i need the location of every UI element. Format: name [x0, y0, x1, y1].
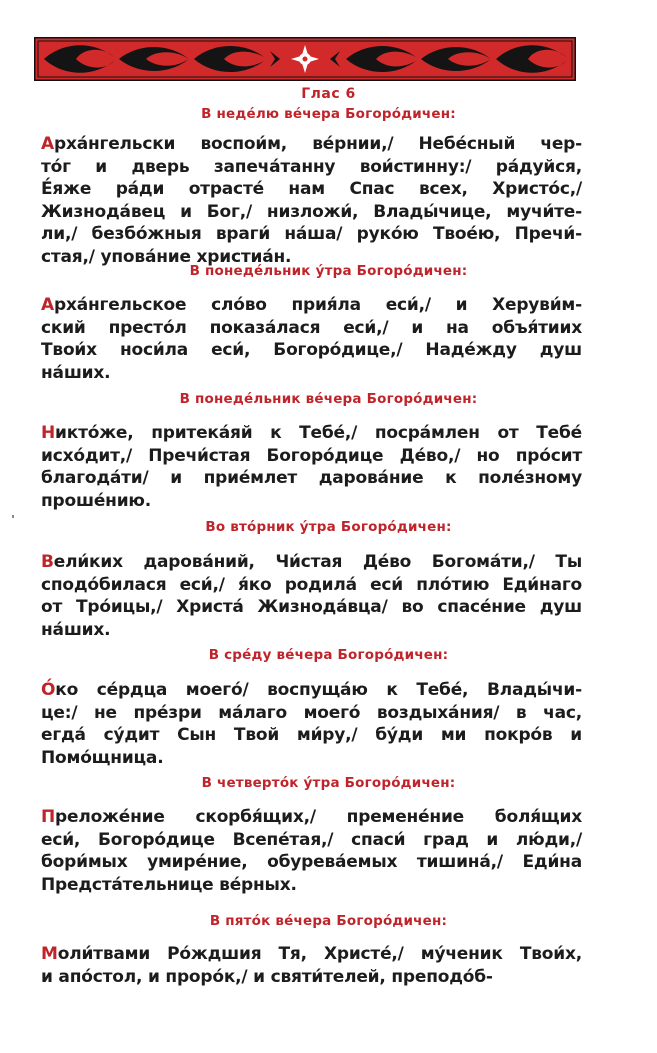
- line-text: бори́мых умире́ние, обурева́емых тишина́,/ Еди́на: [41, 852, 582, 873]
- text-line: [41, 679, 582, 702]
- red-initial: А: [41, 134, 54, 154]
- line-text: на́ших.: [41, 362, 111, 383]
- text-line: [41, 851, 582, 874]
- line-text: егда́ су́дит Сын Твой ми́ру,/ бу́ди ми покро́в и: [41, 725, 582, 746]
- red-initial: В: [41, 552, 54, 572]
- line-text: Твои́х носи́ла еси́, Богоро́дице,/ Наде́жду душ: [41, 340, 582, 361]
- text-line: [41, 943, 582, 966]
- text-line: [41, 201, 582, 224]
- text-line: [41, 747, 582, 770]
- line-text: ели́ких дарова́ний, Чи́стая Де́во Богома́ти,/ Ты: [53, 552, 582, 572]
- text-line: [41, 294, 582, 317]
- section-heading: В пято́к ве́чера Богоро́дичен:: [209, 913, 448, 929]
- section-heading: Во вто́рник у́тра Богоро́дичен:: [205, 519, 452, 535]
- text-line: [41, 574, 582, 597]
- hymn-text: [41, 551, 582, 641]
- section-heading: В понеде́льник у́тра Богоро́дичен:: [189, 263, 468, 279]
- glas-title: Глас 6: [301, 86, 356, 102]
- text-line: [41, 339, 582, 362]
- line-text: благода́ти/ и прие́млет дарова́ние к поле́зному: [41, 468, 582, 489]
- hymn-text: [41, 943, 582, 988]
- text-line: [41, 467, 582, 490]
- line-text: Жизнода́вец и Бог,/ низложи́, Влады́чице, мучи́те-: [41, 201, 582, 222]
- text-line: [41, 596, 582, 619]
- red-initial: П: [41, 807, 56, 827]
- hymn-text: [41, 422, 582, 512]
- section-heading: В сре́ду ве́чера Богоро́дичен:: [208, 647, 449, 663]
- text-line: [41, 702, 582, 725]
- line-text: реложе́ние скорбя́щих,/ премене́ние боля́щих: [55, 807, 582, 827]
- line-text: проше́нию.: [41, 490, 152, 511]
- text-line: [41, 178, 582, 201]
- red-initial: М: [41, 944, 58, 964]
- line-text: Предста́тельнице ве́рных.: [41, 874, 297, 895]
- line-text: от Тро́ицы,/ Христа́ Жизнода́вца/ во спасе́ние душ: [41, 597, 582, 618]
- text-line: [41, 806, 582, 829]
- line-text: то́г и дверь запеча́танну вои́стинну:/ ра́дуйся,: [41, 156, 582, 177]
- line-text: икто́же, притека́яй к Тебе́,/ посра́млен от Тебе́: [55, 423, 582, 443]
- red-initial: А: [41, 295, 54, 315]
- text-line: [41, 551, 582, 574]
- line-text: сподо́билася еси́,/ я́ко родила́ еси́ пло́тию Еди́наго: [41, 574, 582, 595]
- text-line: [41, 724, 582, 747]
- hymn-text: [41, 679, 582, 769]
- line-text: рха́нгельское сло́во прия́ла еси́,/ и Херуви́м-: [53, 295, 582, 315]
- section-heading: В четверто́к у́тра Богоро́дичен:: [201, 775, 456, 791]
- text-line: [41, 966, 582, 989]
- red-initial: Н: [41, 423, 56, 443]
- scan-speck: [12, 515, 14, 518]
- red-initial: О́: [41, 680, 56, 700]
- line-text: исхо́дит,/ Пречи́стая Богоро́дице Де́во,/ но про́сит: [41, 445, 582, 466]
- line-text: ко се́рдца моего́/ воспуща́ю к Тебе́, Влады́чи-: [55, 680, 582, 700]
- line-text: на́ших.: [41, 619, 111, 640]
- line-text: рха́нгельски воспои́м, ве́рнии,/ Небе́сный чер-: [53, 134, 582, 154]
- text-line: [41, 619, 582, 642]
- text-line: [41, 223, 582, 246]
- text-line: [41, 422, 582, 445]
- text-line: [41, 156, 582, 179]
- text-line: [41, 874, 582, 897]
- ornamental-header-band: [34, 37, 576, 81]
- line-text: стая,/ упова́ние христиа́н.: [41, 246, 292, 267]
- line-text: оли́твами Ро́ждшия Тя, Христе́,/ му́ченик Твои́х,: [57, 944, 582, 964]
- hymn-text: [41, 806, 582, 896]
- line-text: Е́яже ра́ди отрасте́ нам Спас всех, Христо́с,/: [41, 179, 582, 200]
- hymn-text: [41, 294, 582, 384]
- section-heading: В неде́лю ве́чера Богоро́дичен:: [201, 106, 456, 122]
- section-heading: В понеде́льник ве́чера Богоро́дичен:: [179, 391, 478, 407]
- line-text: ли,/ безбо́жныя враги́ на́ша/ руко́ю Твое́ю, Пречи́-: [41, 224, 582, 245]
- line-text: ский престо́л показа́лася еси́,/ и на объя́тиих: [41, 317, 582, 338]
- line-text: Помо́щница.: [41, 747, 164, 768]
- text-line: [41, 490, 582, 513]
- text-line: [41, 133, 582, 156]
- line-text: еси́, Богоро́дице Всепе́тая,/ спаси́ град и лю́ди,/: [41, 829, 582, 850]
- text-line: [41, 445, 582, 468]
- text-line: [41, 829, 582, 852]
- line-text: и апо́стол, и проро́к,/ и святи́телей, преподо́б-: [41, 966, 493, 987]
- hymn-text: [41, 133, 582, 269]
- line-text: це:/ не пре́зри ма́лаго моего́ воздыха́ния/ в час,: [41, 702, 582, 723]
- text-line: [41, 362, 582, 385]
- text-line: [41, 317, 582, 340]
